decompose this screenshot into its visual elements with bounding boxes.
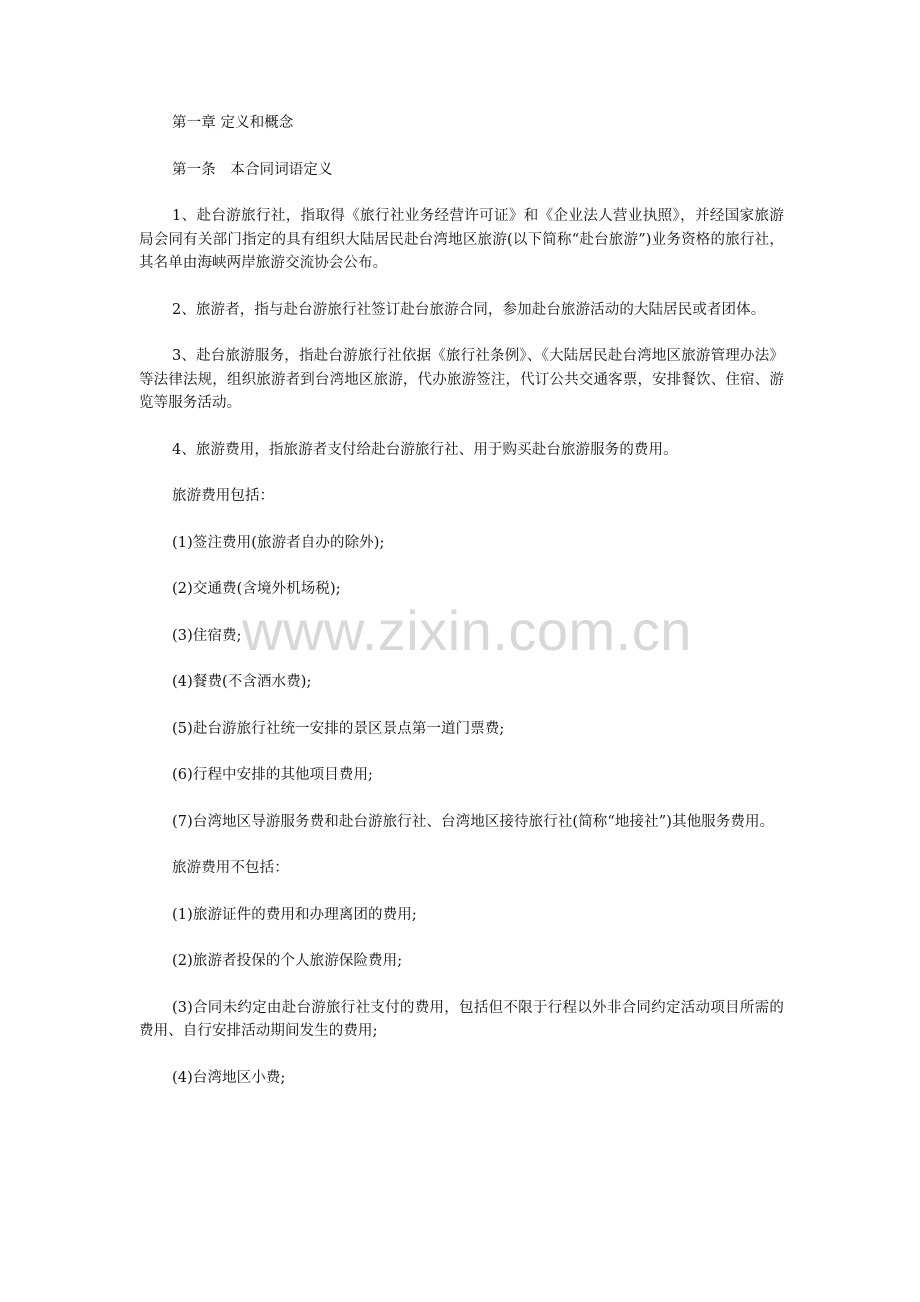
- list-item: (1)旅游证件的费用和办理离团的费用;: [172, 906, 417, 923]
- list-item: (3)合同未约定由赴台游旅行社支付的费用，包括但不限于行程以外非合同约定活动项目所需的费用、自行安排活动期间发生的费用;: [139, 999, 784, 1039]
- paragraph: 旅游费用不包括：: [172, 860, 289, 876]
- list-item: (2)交通费(含境外机场税);: [172, 581, 341, 597]
- article-title: 第一条 本合同词语定义: [172, 161, 333, 178]
- list-item: (4)台湾地区小费;: [172, 1069, 286, 1086]
- list-item: (1)签注费用(旅游者自办的除外);: [172, 534, 385, 551]
- paragraph: 3、赴台旅游服务，指赴台游旅行社依据《旅行社条例》、《大陆居民赴台湾地区旅游管理办法》等法律法规，组织旅游者到台湾地区旅游，代办旅游签注，代订公共交通客票，安排餐饮、住宿、游览等服务活动。: [139, 348, 784, 411]
- paragraph: 旅游费用包括：: [172, 488, 275, 504]
- paragraph: 2、旅游者，指与赴台游旅行社签订赴台旅游合同，参加赴台旅游活动的大陆居民或者团体。: [172, 301, 766, 318]
- watermark: www.zixin.com.cn: [242, 599, 692, 662]
- list-item: (4)餐费(不含酒水费);: [172, 674, 312, 690]
- list-item: (5)赴台游旅行社统一安排的景区景点第一道门票费;: [172, 720, 505, 737]
- paragraph: 1、赴台游旅行社，指取得《旅行社业务经营许可证》和《企业法人营业执照》，并经国家旅游局会同有关部门指定的具有组织大陆居民赴台湾地区旅游(以下简称“赴台旅游”)业务资格的旅行社，其名单由海峡两岸旅游交流协会公布。: [139, 208, 784, 271]
- list-item: (6)行程中安排的其他项目费用;: [172, 767, 374, 783]
- list-item: (3)住宿费;: [172, 627, 242, 644]
- paragraph: 4、旅游费用，指旅游者支付给赴台游旅行社、用于购买赴台旅游服务的费用。: [172, 441, 678, 458]
- chapter-title: 第一章 定义和概念: [172, 115, 294, 131]
- document-body: [139, 112, 784, 1113]
- list-item: (7)台湾地区导游服务费和赴台游旅行社、台湾地区接待旅行社(简称“地接社”)其他服务费用。: [172, 813, 775, 830]
- list-item: (2)旅游者投保的个人旅游保险费用;: [172, 953, 403, 969]
